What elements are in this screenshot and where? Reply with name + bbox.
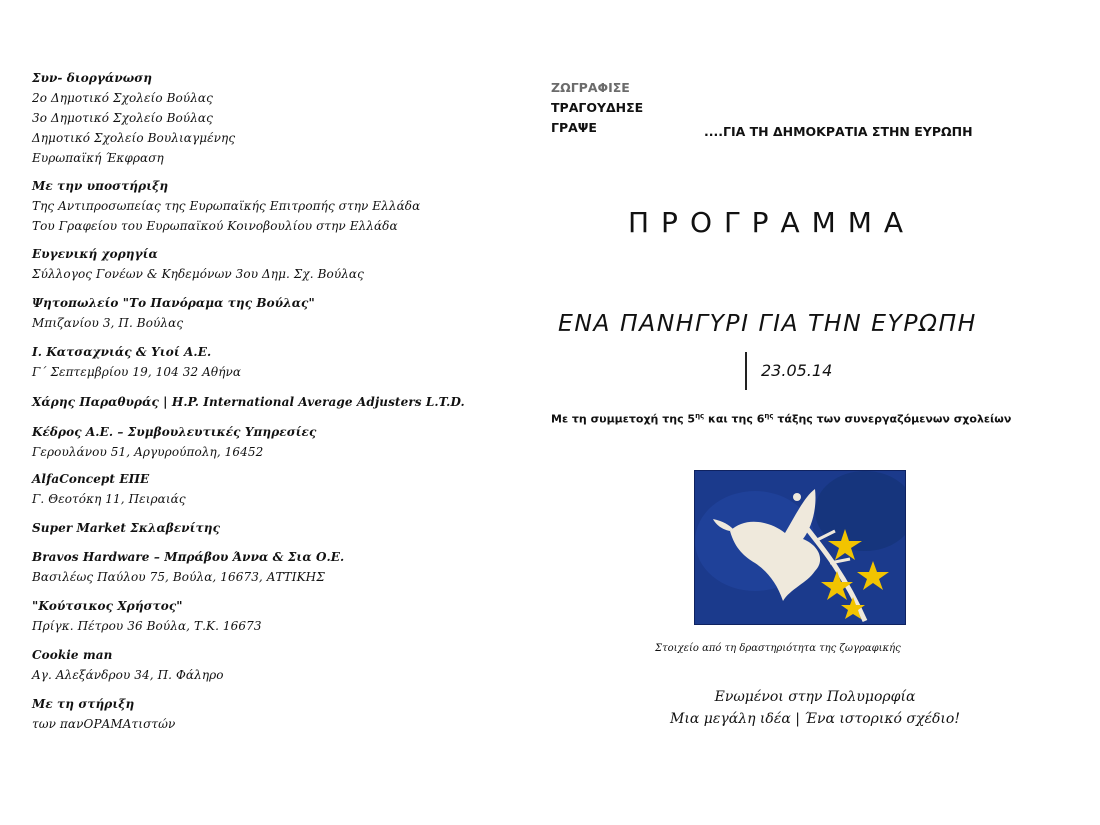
sponsor-line: Αγ. Αλεξάνδρου 34, Π. Φάληρο xyxy=(32,668,224,682)
motto-line-2: Μια μεγάλη ιδέα | Ένα ιστορικό σχέδιο! xyxy=(670,711,960,727)
sponsor-block xyxy=(32,68,502,168)
sponsor-line: Γ. Θεοτόκη 11, Πειραιάς xyxy=(32,492,186,506)
sponsor-line: 2ο Δημοτικό Σχολείο Βούλας xyxy=(32,91,213,105)
event-date: 23.05.14 xyxy=(761,361,833,380)
sponsor-heading: Cookie man xyxy=(32,648,113,662)
sponsor-block xyxy=(32,422,502,462)
sponsor-heading: "Κούτσικος Χρήστος" xyxy=(32,599,183,613)
sponsor-line: Της Αντιπροσωπείας της Ευρωπαϊκής Επιτροπής στην Ελλάδα xyxy=(32,199,421,213)
sponsor-block xyxy=(32,645,502,685)
sponsor-line: 3ο Δημοτικό Σχολείο Βούλας xyxy=(32,111,213,125)
sponsor-block xyxy=(32,469,502,509)
sponsor-line: Γερουλάνου 51, Αργυρούπολη, 16452 xyxy=(32,445,264,459)
participation-text-c: τάξης των συνεργαζόμενων σχολείων xyxy=(773,412,1012,426)
sponsor-block xyxy=(32,342,502,382)
sponsor-heading: Ευγενική χορηγία xyxy=(32,247,158,261)
sponsor-block xyxy=(32,392,502,412)
verb-write: ΓΡΑΨΕ xyxy=(551,120,597,135)
dove-with-stars-icon xyxy=(695,471,905,624)
motto-line-1: Ενωμένοι στην Πολυμορφία xyxy=(714,689,916,705)
sponsor-block xyxy=(32,547,502,587)
sponsor-block xyxy=(32,176,502,236)
sponsor-block xyxy=(32,518,502,538)
sponsor-heading: AlfaConcept ΕΠΕ xyxy=(32,472,150,486)
participation-note xyxy=(551,412,1011,426)
participation-text-b: και της 6 xyxy=(704,412,765,426)
sponsor-line: Του Γραφείου του Ευρωπαϊκού Κοινοβουλίου στην Ελλάδα xyxy=(32,219,398,233)
sponsor-line: Σύλλογος Γονέων & Κηδεμόνων 3ου Δημ. Σχ. Βούλας xyxy=(32,267,364,281)
eu-motto xyxy=(640,686,990,730)
sponsor-line: Ευρωπαϊκή Έκφραση xyxy=(32,151,164,165)
sponsor-line: Δημοτικό Σχολείο Βουλιαγμένης xyxy=(32,131,236,145)
sponsor-line: Μπιζανίου 3, Π. Βούλας xyxy=(32,316,184,330)
sponsor-block xyxy=(32,596,502,636)
programme-title: ΠΡΟΓΡΑΜΜΑ xyxy=(628,206,916,239)
sponsor-heading: Bravos Hardware – Μπράβου Άννα & Σια Ο.Ε. xyxy=(32,550,345,564)
sponsor-line: Γ΄ Σεπτεμβρίου 19, 104 32 Αθήνα xyxy=(32,365,242,379)
date-divider xyxy=(745,352,747,390)
sponsor-heading: Ψητοπωλείο "Το Πανόραμα της Βούλας" xyxy=(32,296,315,310)
ordinal-suffix-6: ης xyxy=(764,412,774,420)
sponsor-heading: Με την υποστήριξη xyxy=(32,179,169,193)
sponsor-heading: Με τη στήριξη xyxy=(32,697,135,711)
sponsor-heading: Χάρης Παραθυράς | H.P. International Average Adjusters L.T.D. xyxy=(32,395,465,409)
verb-sing: ΤΡΑΓΟΥΔΗΣΕ xyxy=(551,100,644,115)
sponsor-heading: Κέδρος Α.Ε. – Συμβουλευτικές Υπηρεσίες xyxy=(32,425,317,439)
sponsor-line: Βασιλέως Παύλου 75, Βούλα, 16673, ΑΤΤΙΚΗΣ xyxy=(32,570,325,584)
dove-stars-artwork xyxy=(694,470,906,625)
sponsor-heading: Συν- διοργάνωση xyxy=(32,71,153,85)
participation-text-a: Με τη συμμετοχή της 5 xyxy=(551,412,696,426)
verb-draw: ΖΩΓΡΑΦΙΣΕ xyxy=(551,80,630,95)
artwork-caption: Στοιχείο από τη δραστηριότητα της ζωγραφικής xyxy=(655,643,901,654)
ordinal-suffix-5: ης xyxy=(695,412,705,420)
sponsor-line: Πρίγκ. Πέτρου 36 Βούλα, Τ.Κ. 16673 xyxy=(32,619,262,633)
sponsor-heading: Super Market Σκλαβενίτης xyxy=(32,521,220,535)
sponsor-block xyxy=(32,244,502,284)
sponsor-heading: Ι. Κατσαχνιάς & Υιοί Α.Ε. xyxy=(32,345,212,359)
sponsor-block xyxy=(32,694,502,734)
democracy-tagline: ....ΓΙΑ ΤΗ ΔΗΜΟΚΡΑΤΙΑ ΣΤΗΝ ΕΥΡΩΠΗ xyxy=(704,124,973,139)
sponsor-block xyxy=(32,293,502,333)
sponsor-line: των πανΟΡΑΜΑτιστών xyxy=(32,717,176,731)
action-verbs xyxy=(551,78,643,138)
event-title: ΕΝΑ ΠΑΝΗΓΥΡΙ ΓΙΑ ΤΗΝ ΕΥΡΩΠΗ xyxy=(558,309,977,337)
